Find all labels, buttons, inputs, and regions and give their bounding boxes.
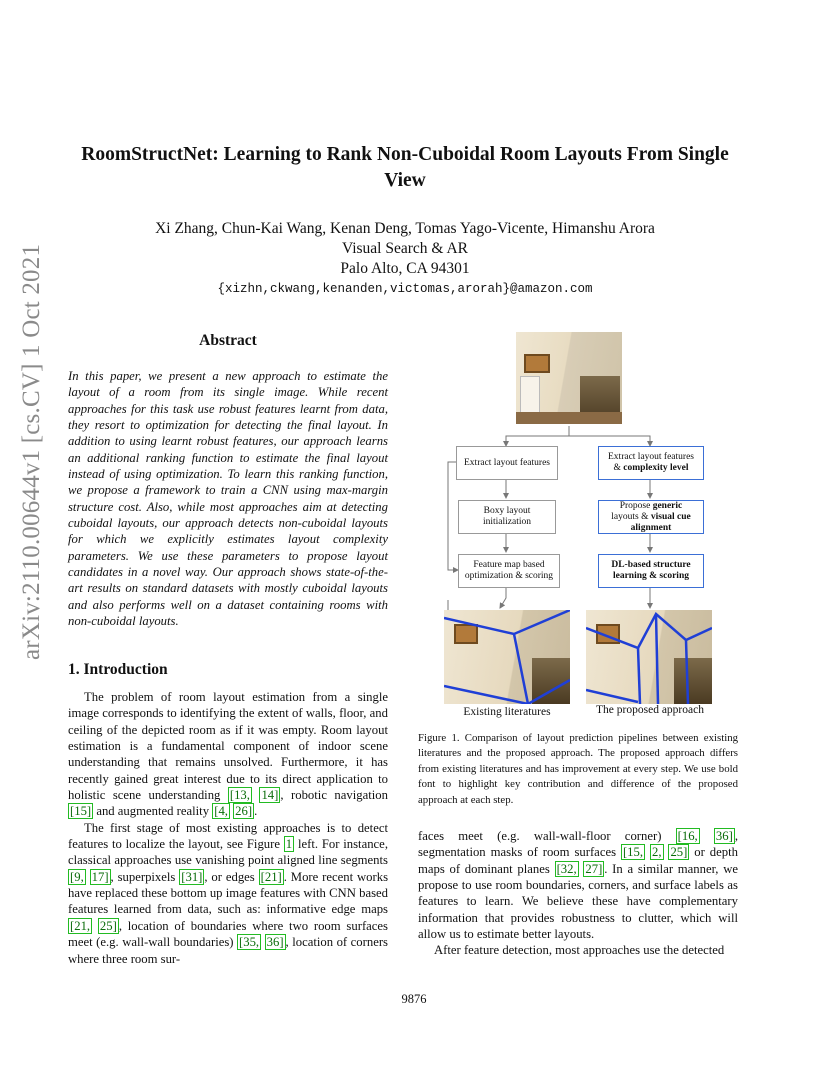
box-line-bold: generic: [652, 500, 683, 511]
figure-ref-link[interactable]: 1: [285, 837, 293, 852]
result-photo-existing: [444, 610, 570, 704]
box-label: [611, 560, 690, 582]
figure-caption: Figure 1. Comparison of layout prediction pipelines between existing literatures and the proposed approach. The proposed approach differs from existing literatures and has improvement at every step. We use bold font to highlight key contribution and difference of the proposed approach at each step.: [418, 732, 738, 806]
box-line: &: [613, 463, 624, 473]
paragraph: After feature detection, most approaches use the detected: [434, 943, 725, 958]
citation-link[interactable]: [15]: [70, 804, 92, 819]
affiliation: Visual Search & AR: [341, 240, 469, 257]
citation-link[interactable]: [35,: [239, 935, 260, 950]
figure-1: [440, 330, 740, 720]
citation-link[interactable]: 27]: [585, 861, 603, 876]
right-column-body: [418, 828, 738, 959]
citation-link[interactable]: 14]: [261, 788, 279, 803]
paragraph: [418, 828, 738, 942]
box-line: learning & scoring: [612, 571, 689, 581]
text-run: , location of corners where three room sur-: [68, 935, 388, 966]
citation-link[interactable]: 25]: [99, 918, 117, 933]
text-run: . In a similar manner, we propose to use room boundaries, corners, and surface labels as features to learn. We believe these have complementary information that provides robustness to clutter, which will allow us to estimate better layouts.: [418, 861, 738, 942]
box-propose-generic-layouts: [598, 500, 704, 534]
text-run: left. For instance, classical approaches use vanishing point aligned line segments: [68, 837, 388, 868]
citation-link[interactable]: [15,: [622, 845, 644, 860]
box-extract-complexity: [598, 446, 704, 480]
arxiv-stamp: arXiv:2110.00644v1 [cs.CV] 1 Oct 2021: [18, 243, 45, 660]
text-run: .: [254, 804, 258, 819]
citation-link[interactable]: 17]: [91, 869, 109, 884]
citation-link[interactable]: [21,: [70, 918, 91, 933]
text-run: . More recent works have replaced these bottom up image features with CNN based features learned from data, such as: informative edge maps: [68, 869, 389, 917]
text-run: or depth maps of dominant planes: [418, 845, 738, 876]
box-line: DL-based structure: [611, 560, 691, 570]
box-label: Boxy layout initialization: [482, 506, 531, 527]
text-run: The problem of room layout estimation from a single image corresponds to identifying the extent of walls, floor, and ceiling of the depicted room as if it was empty. Room layout estimation is a fundamental component of indoor scene understanding that remains unsolved. Furthermore, it has recently gained great interest due to its direct application to holistic scene understanding: [68, 690, 388, 803]
paragraph: [68, 689, 388, 820]
paragraph: [68, 820, 388, 967]
box-dl-structure-learning: [598, 554, 704, 588]
box-line: Propose: [619, 500, 653, 511]
layout-lines: [444, 610, 570, 704]
citation-link[interactable]: [16,: [677, 829, 698, 843]
box-line-bold: alignment: [630, 522, 672, 533]
author-list: Xi Zhang, Chun-Kai Wang, Kenan Deng, Tomas Yago-Vicente, Himanshu Arora: [155, 220, 655, 237]
citation-link[interactable]: 25]: [670, 845, 688, 860]
result-photo-proposed: [586, 610, 712, 704]
citation-link[interactable]: [9,: [70, 869, 84, 884]
box-line: layouts &: [611, 511, 651, 522]
box-line-bold: visual cue: [650, 511, 691, 522]
paper-title: RoomStructNet: Learning to Rank Non-Cuboidal Room Layouts From Single View: [81, 144, 729, 191]
label-proposed-approach: The proposed approach: [596, 704, 704, 716]
box-line-bold: complexity level: [623, 463, 689, 473]
text-run: The first stage of most existing approaches is to detect features to localize the layout, see Figure: [68, 820, 388, 852]
text-run: , location of boundaries where two room surfaces meet (e.g. wall-wall boundaries): [68, 918, 388, 950]
citation-link[interactable]: [4,: [214, 804, 228, 819]
location: Palo Alto, CA 94301: [340, 260, 470, 277]
citation-link[interactable]: [21]: [260, 869, 282, 884]
citation-link[interactable]: 26]: [235, 804, 253, 819]
abstract-heading: Abstract: [199, 332, 257, 349]
box-label: [611, 501, 690, 534]
box-label: [608, 452, 694, 474]
citation-link[interactable]: [31]: [181, 869, 203, 884]
author-email: {xizhn,ckwang,kenanden,victomas,arorah}@amazon.com: [217, 282, 593, 296]
text-run: , or edges: [204, 869, 259, 884]
label-existing-literatures: Existing literatures: [463, 706, 551, 718]
box-line: Extract layout features: [608, 452, 694, 462]
box-label: Feature map based optimization & scoring: [464, 560, 554, 581]
text-run: , robotic navigation: [280, 788, 388, 803]
text-run: faces meet (e.g. wall-wall-floor corner): [418, 829, 676, 843]
introduction-body: [68, 689, 388, 967]
citation-link[interactable]: 36]: [715, 829, 733, 843]
box-extract-layout-features: [456, 446, 558, 480]
citation-link[interactable]: 36]: [266, 935, 284, 950]
box-feature-map-optimization: [458, 554, 560, 588]
box-label: Extract layout features: [464, 457, 550, 468]
abstract-text: In this paper, we present a new approach to estimate the layout of a room from its single image. While recent approaches for this task use robust features learnt from data, they resort to optimization for detecting the final layout. In addition to using learnt robust features, our approach learns an additional ranking function to estimate the final layout instead of using optimization. To learn this ranking function, we propose a framework to train a CNN using max-margin structure cost. Also, while most approaches aim at detecting cuboidal layouts, our approach detects non-cuboidal layouts for which we explicitly estimates layout complexity parameters. We use these parameters to propose layout candidates in a novel way. Our approach shows state-of-the-art results on standard datasets with mostly cuboidal layouts and also performs well on a dataset containing rooms with non-cuboidal layouts.: [68, 369, 388, 629]
citation-link[interactable]: 2,: [651, 845, 662, 860]
box-boxy-layout-initialization: [458, 500, 556, 534]
page-number: 9876: [401, 992, 427, 1006]
text-run: , segmentation masks of room surfaces: [418, 829, 738, 860]
text-run: , superpixels: [110, 869, 180, 884]
section-heading-introduction: 1. Introduction: [68, 661, 168, 678]
citation-link[interactable]: [32,: [556, 861, 577, 876]
text-run: and augmented reality: [93, 804, 213, 819]
citation-link[interactable]: [13,: [229, 788, 250, 803]
layout-lines: [586, 610, 712, 704]
author-block: [60, 219, 750, 299]
